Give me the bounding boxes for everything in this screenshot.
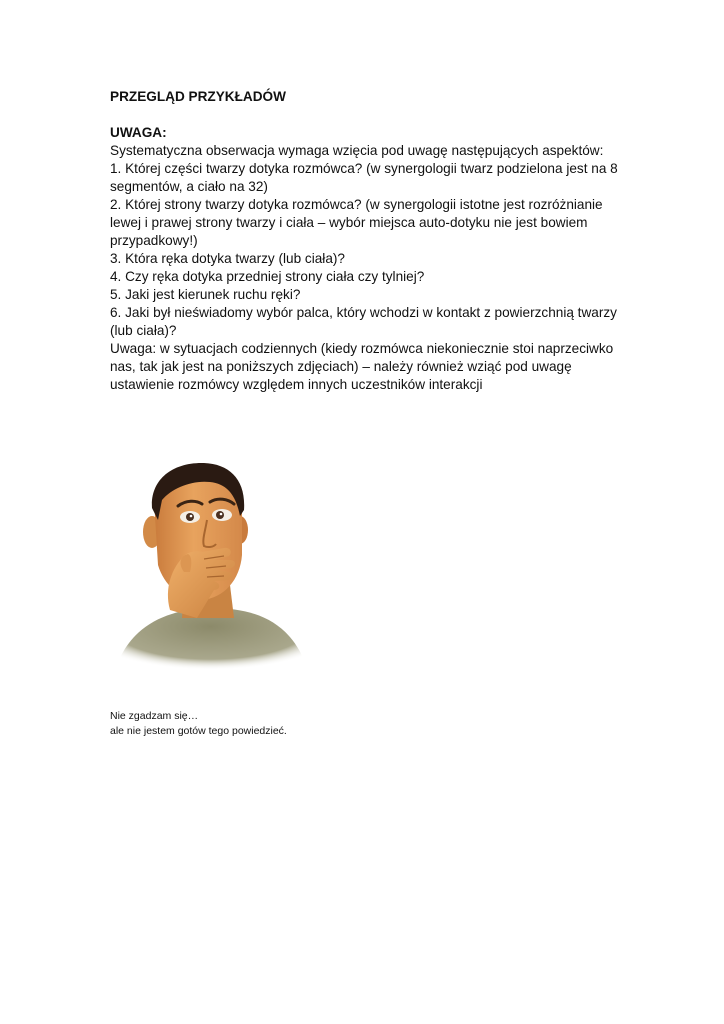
document-text <box>110 88 620 394</box>
text-line-q2-cont: lewej i prawej strony twarzy i ciała – wybór miejsca auto-dotyku nie jest bowiem <box>110 215 588 230</box>
text-line-note-cont: nas, tak jak jest na poniższych zdjęciach) – należy również wziąć pod uwagę <box>110 359 572 374</box>
text-line-q6-cont: (lub ciała)? <box>110 323 177 338</box>
text-line-note-cont2: ustawienie rozmówcy względem innych uczestników interakcji <box>110 377 483 392</box>
section-heading: UWAGA: <box>110 125 167 140</box>
man-covering-mouth-illustration <box>112 460 312 670</box>
text-line-q3: 3. Która ręka dotyka twarzy (lub ciała)? <box>110 251 345 266</box>
text-line-q6: 6. Jaki był nieświadomy wybór palca, który wchodzi w kontakt z powierzchnią twarzy <box>110 305 617 320</box>
text-line-q1-cont: segmentów, a ciało na 32) <box>110 179 268 194</box>
text-line-q2-cont2: przypadkowy!) <box>110 233 198 248</box>
text-line-q1: 1. Której części twarzy dotyka rozmówca? (w synergologii twarz podzielona jest na 8 <box>110 161 618 176</box>
image-caption <box>110 709 287 739</box>
text-line-q5: 5. Jaki jest kierunek ruchu ręki? <box>110 287 301 302</box>
document-title: PRZEGLĄD PRZYKŁADÓW <box>110 89 286 104</box>
text-line-note: Uwaga: w sytuacjach codziennych (kiedy rozmówca niekoniecznie stoi naprzeciwko <box>110 341 614 356</box>
spacer <box>110 106 620 124</box>
text-line-intro: Systematyczna obserwacja wymaga wzięcia pod uwagę następujących aspektów: <box>110 143 604 158</box>
caption-line-1: Nie zgadzam się… <box>110 710 199 722</box>
text-line-q2: 2. Której strony twarzy dotyka rozmówca? (w synergologii istotne jest rozróżnianie <box>110 197 603 212</box>
text-line-q4: 4. Czy ręka dotyka przedniej strony ciała czy tylniej? <box>110 269 425 284</box>
caption-line-2: ale nie jestem gotów tego powiedzieć. <box>110 725 287 737</box>
